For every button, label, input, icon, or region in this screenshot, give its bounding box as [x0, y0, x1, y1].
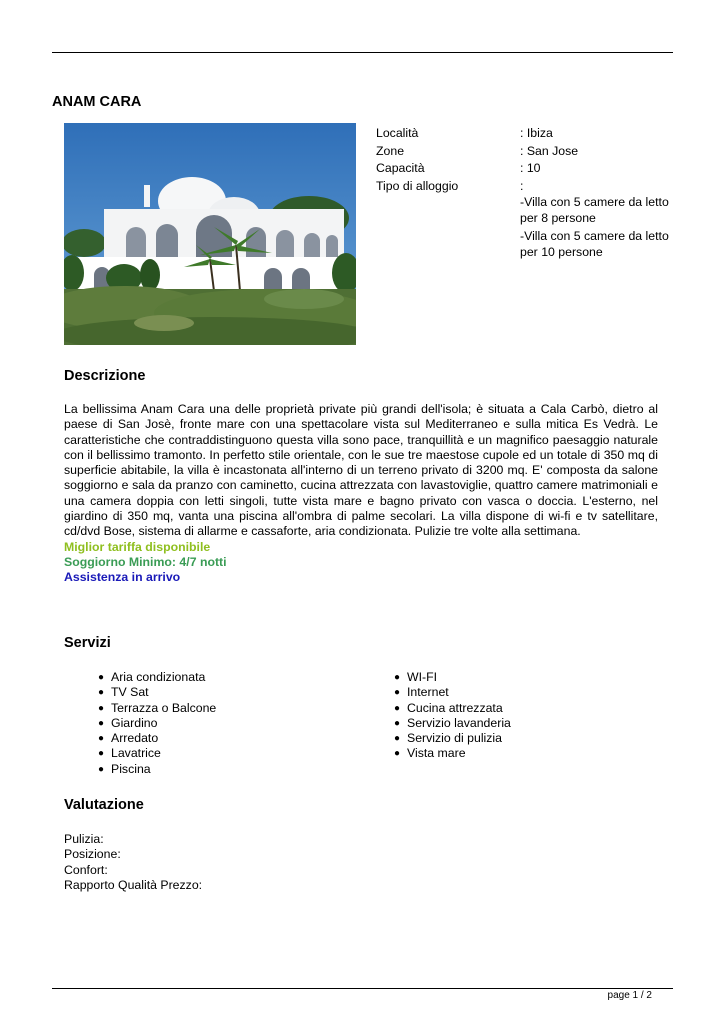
info-row-zone	[376, 143, 676, 161]
bullet-icon: ●	[98, 763, 105, 775]
service-label: Piscina	[111, 761, 151, 776]
service-item	[98, 685, 216, 700]
assistance-highlight: Assistenza in arrivo	[64, 570, 181, 584]
rating-heading: Valutazione	[64, 797, 144, 813]
bullet-icon: ●	[394, 687, 401, 699]
info-label: Capacità	[376, 161, 425, 175]
service-item	[98, 762, 216, 777]
accommodation-type-list	[520, 195, 670, 264]
rating-item-confort: Confort:	[64, 862, 108, 877]
service-label: Servizio di pulizia	[407, 731, 503, 746]
service-item	[394, 746, 511, 761]
service-label: TV Sat	[111, 685, 149, 700]
bullet-icon: ●	[394, 717, 401, 729]
bottom-rule	[52, 988, 673, 989]
rating-list	[64, 832, 202, 893]
service-item	[394, 685, 511, 700]
rating-item-posizione: Posizione:	[64, 847, 121, 862]
description-text: La bellissima Anam Cara una delle proprietà private più grandi dell'isola; è situata a Cala Carbò, dietro al paese di San Josè, fronte mare con una spettacolare vista sul Mediterraneo e sulla mitica Es Vedrà. Le caratteristiche che contraddistinguono questa villa sono pace, tranquillità e un magnifico paesaggio naturale con il bellissimo tramonto. In perfetto stile orientale, con le sue tre maestose cupole ed un totale di 350 mq di superficie abitabile, la villa è incastonata all'interno di un terreno privato di 3200 mq. E' composta da salone soggiorno e sala da pranzo con caminetto, cucina attrezzata con lavastoviglie, quattro camere matrimoniali e una camera doppia con letti singoli, tutte vista mare e bagno privato con vasca o doccia. L'esterno, nel giardino di 350 mq, vanta una piscina all'ombra di palme secolari. La villa dispone di wi-fi e tv satellitare, cd/dvd Bose, sistema di allarme e cassaforte, aria condizionata. Pulizie tre volte alla settimana.	[64, 402, 658, 539]
bullet-icon: ●	[98, 702, 105, 714]
info-label: Tipo di alloggio	[376, 178, 459, 193]
service-item	[98, 731, 216, 746]
info-label: Zone	[376, 143, 405, 158]
best-rate-highlight: Miglior tariffa disponibile	[64, 540, 211, 554]
service-item	[98, 716, 216, 731]
service-item	[98, 701, 216, 716]
property-info-table	[376, 125, 676, 195]
info-row-tipo-alloggio	[376, 178, 676, 196]
service-label: Aria condizionata	[111, 670, 206, 684]
page-number: page 1 / 2	[607, 990, 652, 1001]
villa-photo	[64, 123, 356, 345]
service-label: Giardino	[111, 715, 158, 730]
service-item	[394, 716, 511, 731]
info-value: :	[520, 178, 524, 193]
rating-item-pulizia: Pulizia:	[64, 832, 104, 846]
service-label: Internet	[407, 685, 449, 700]
service-label: Vista mare	[407, 746, 466, 761]
info-label: Località	[376, 126, 419, 140]
info-row-localita	[376, 125, 676, 143]
info-value: : Ibiza	[520, 126, 553, 140]
services-list-left	[98, 670, 216, 777]
top-rule	[52, 52, 673, 53]
info-value: : San Jose	[520, 143, 579, 158]
bullet-icon: ●	[394, 672, 401, 683]
property-title: ANAM CARA	[52, 94, 142, 110]
service-item	[394, 670, 511, 685]
info-value: : 10	[520, 161, 541, 175]
service-label: Cucina attrezzata	[407, 700, 503, 715]
accommodation-type-item: -Villa con 5 camere da letto per 10 persone	[520, 229, 669, 260]
description-heading: Descrizione	[64, 368, 146, 384]
bullet-icon: ●	[98, 687, 105, 699]
bullet-icon: ●	[98, 733, 105, 745]
bullet-icon: ●	[98, 748, 105, 760]
info-row-capacita	[376, 160, 676, 178]
service-label: Lavatrice	[111, 746, 161, 761]
bullet-icon: ●	[394, 702, 401, 714]
services-list-right	[394, 670, 511, 762]
bullet-icon: ●	[98, 717, 105, 729]
minimum-stay-highlight: Soggiorno Minimo: 4/7 notti	[64, 555, 227, 569]
service-label: Terrazza o Balcone	[111, 700, 217, 715]
accommodation-type-item: -Villa con 5 camere da letto per 8 persone	[520, 195, 669, 225]
rating-item-qualita-prezzo: Rapporto Qualità Prezzo:	[64, 877, 203, 892]
service-label: WI-FI	[407, 670, 438, 684]
service-item	[98, 670, 216, 685]
bullet-icon: ●	[394, 733, 401, 745]
service-item	[394, 731, 511, 746]
services-heading: Servizi	[64, 635, 111, 651]
service-label: Servizio lavanderia	[407, 715, 511, 730]
bullet-icon: ●	[394, 748, 401, 760]
service-item	[394, 701, 511, 716]
service-label: Arredato	[111, 731, 159, 746]
bullet-icon: ●	[98, 672, 105, 683]
service-item	[98, 746, 216, 761]
